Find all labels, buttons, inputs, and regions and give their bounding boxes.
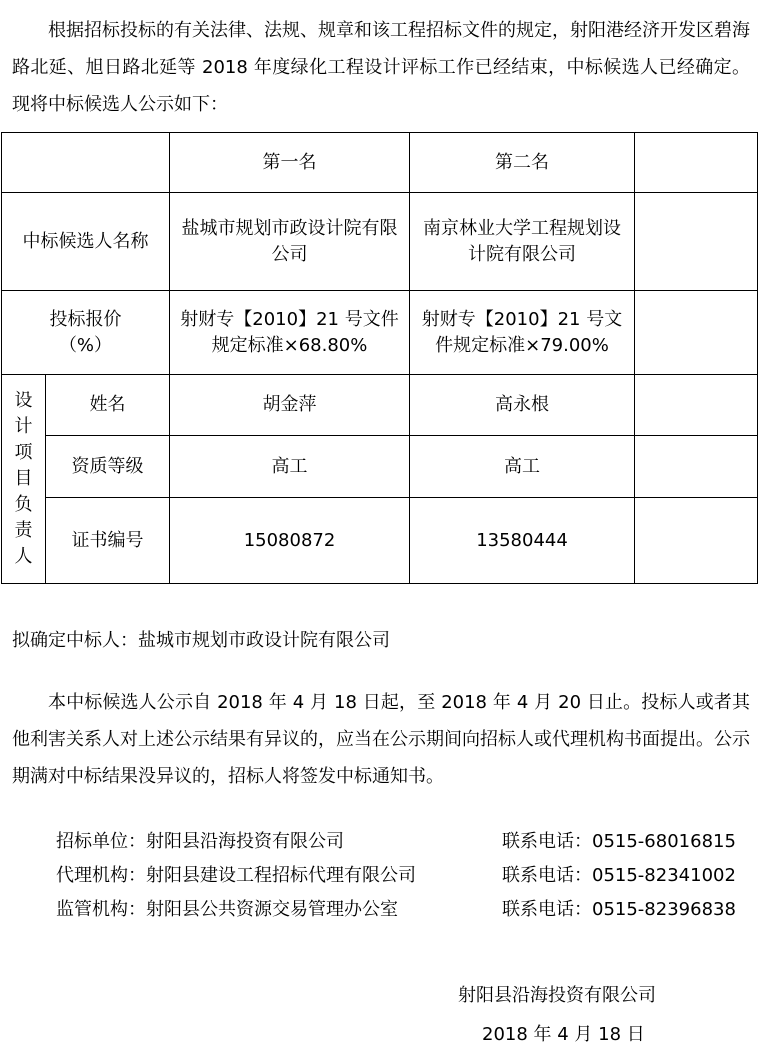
- signature-company: 射阳县沿海投资有限公司: [458, 985, 656, 1006]
- candidate-2-bid: 射财专【2010】21 号文件规定标准×79.00%: [410, 291, 635, 375]
- empty-cell: [635, 291, 758, 375]
- intro-paragraph: 根据招标投标的有关法律、法规、规章和该工程招标文件的规定，射阳港经济开发区碧海路北延、旭日路北延等 2018 年度绿化工程设计评标工作已经结束，中标候选人已经确定。现将中标候选人公示如下：: [12, 20, 750, 115]
- header-row: [2, 133, 758, 193]
- bid-row: [2, 291, 758, 375]
- bid-label-cell: [2, 291, 170, 375]
- bid-unit: （%）: [58, 334, 113, 356]
- empty-cell: [635, 436, 758, 498]
- name-label: 中标候选人名称: [2, 193, 170, 291]
- empty-cell: [635, 133, 758, 193]
- cert-label: 证书编号: [46, 498, 170, 584]
- candidate-2-person: 高永根: [410, 375, 635, 436]
- empty-cell: [635, 498, 758, 584]
- manager-group-label: 设 计 项 目 负 责 人: [2, 375, 46, 584]
- bid-label: 投标报价: [49, 308, 122, 330]
- qual-label: 资质等级: [46, 436, 170, 498]
- contact-tel: 联系电话：0515-82341002: [502, 865, 736, 886]
- proposed-winner: 拟确定中标人：盐城市规划市政设计院有限公司: [12, 630, 390, 651]
- rank-second: 第二名: [410, 133, 635, 193]
- rank-first: 第一名: [170, 133, 410, 193]
- cert-row: [2, 498, 758, 584]
- candidate-2-name: 南京林业大学工程规划设计院有限公司: [410, 193, 635, 291]
- contact-org: 招标单位：射阳县沿海投资有限公司: [56, 831, 344, 852]
- empty-cell: [635, 193, 758, 291]
- candidate-1-name: 盐城市规划市政设计院有限公司: [170, 193, 410, 291]
- candidate-2-cert: 13580444: [410, 498, 635, 584]
- contact-tel: 联系电话：0515-82396838: [502, 899, 736, 920]
- candidate-table: [1, 132, 758, 584]
- candidate-1-person: 胡金萍: [170, 375, 410, 436]
- corner-cell: [2, 133, 170, 193]
- contact-org: 代理机构：射阳县建设工程招标代理有限公司: [56, 865, 416, 886]
- candidate-2-qual: 高工: [410, 436, 635, 498]
- signature-date: 2018 年 4 月 18 日: [482, 1024, 645, 1045]
- qual-row: [2, 436, 758, 498]
- name-row: [2, 193, 758, 291]
- candidate-1-bid: 射财专【2010】21 号文件规定标准×68.80%: [170, 291, 410, 375]
- candidate-1-cert: 15080872: [170, 498, 410, 584]
- person-row: [2, 375, 758, 436]
- candidate-1-qual: 高工: [170, 436, 410, 498]
- person-label: 姓名: [46, 375, 170, 436]
- contact-tel: 联系电话：0515-68016815: [502, 831, 736, 852]
- contact-org: 监管机构：射阳县公共资源交易管理办公室: [56, 899, 398, 920]
- empty-cell: [635, 375, 758, 436]
- notice-paragraph: 本中标候选人公示自 2018 年 4 月 18 日起，至 2018 年 4 月 20 日止。投标人或者其他利害关系人对上述公示结果有异议的，应当在公示期间向招标人或代理机构书面提出。公示期满对中标结果没异议的，招标人将签发中标通知书。: [12, 692, 750, 787]
